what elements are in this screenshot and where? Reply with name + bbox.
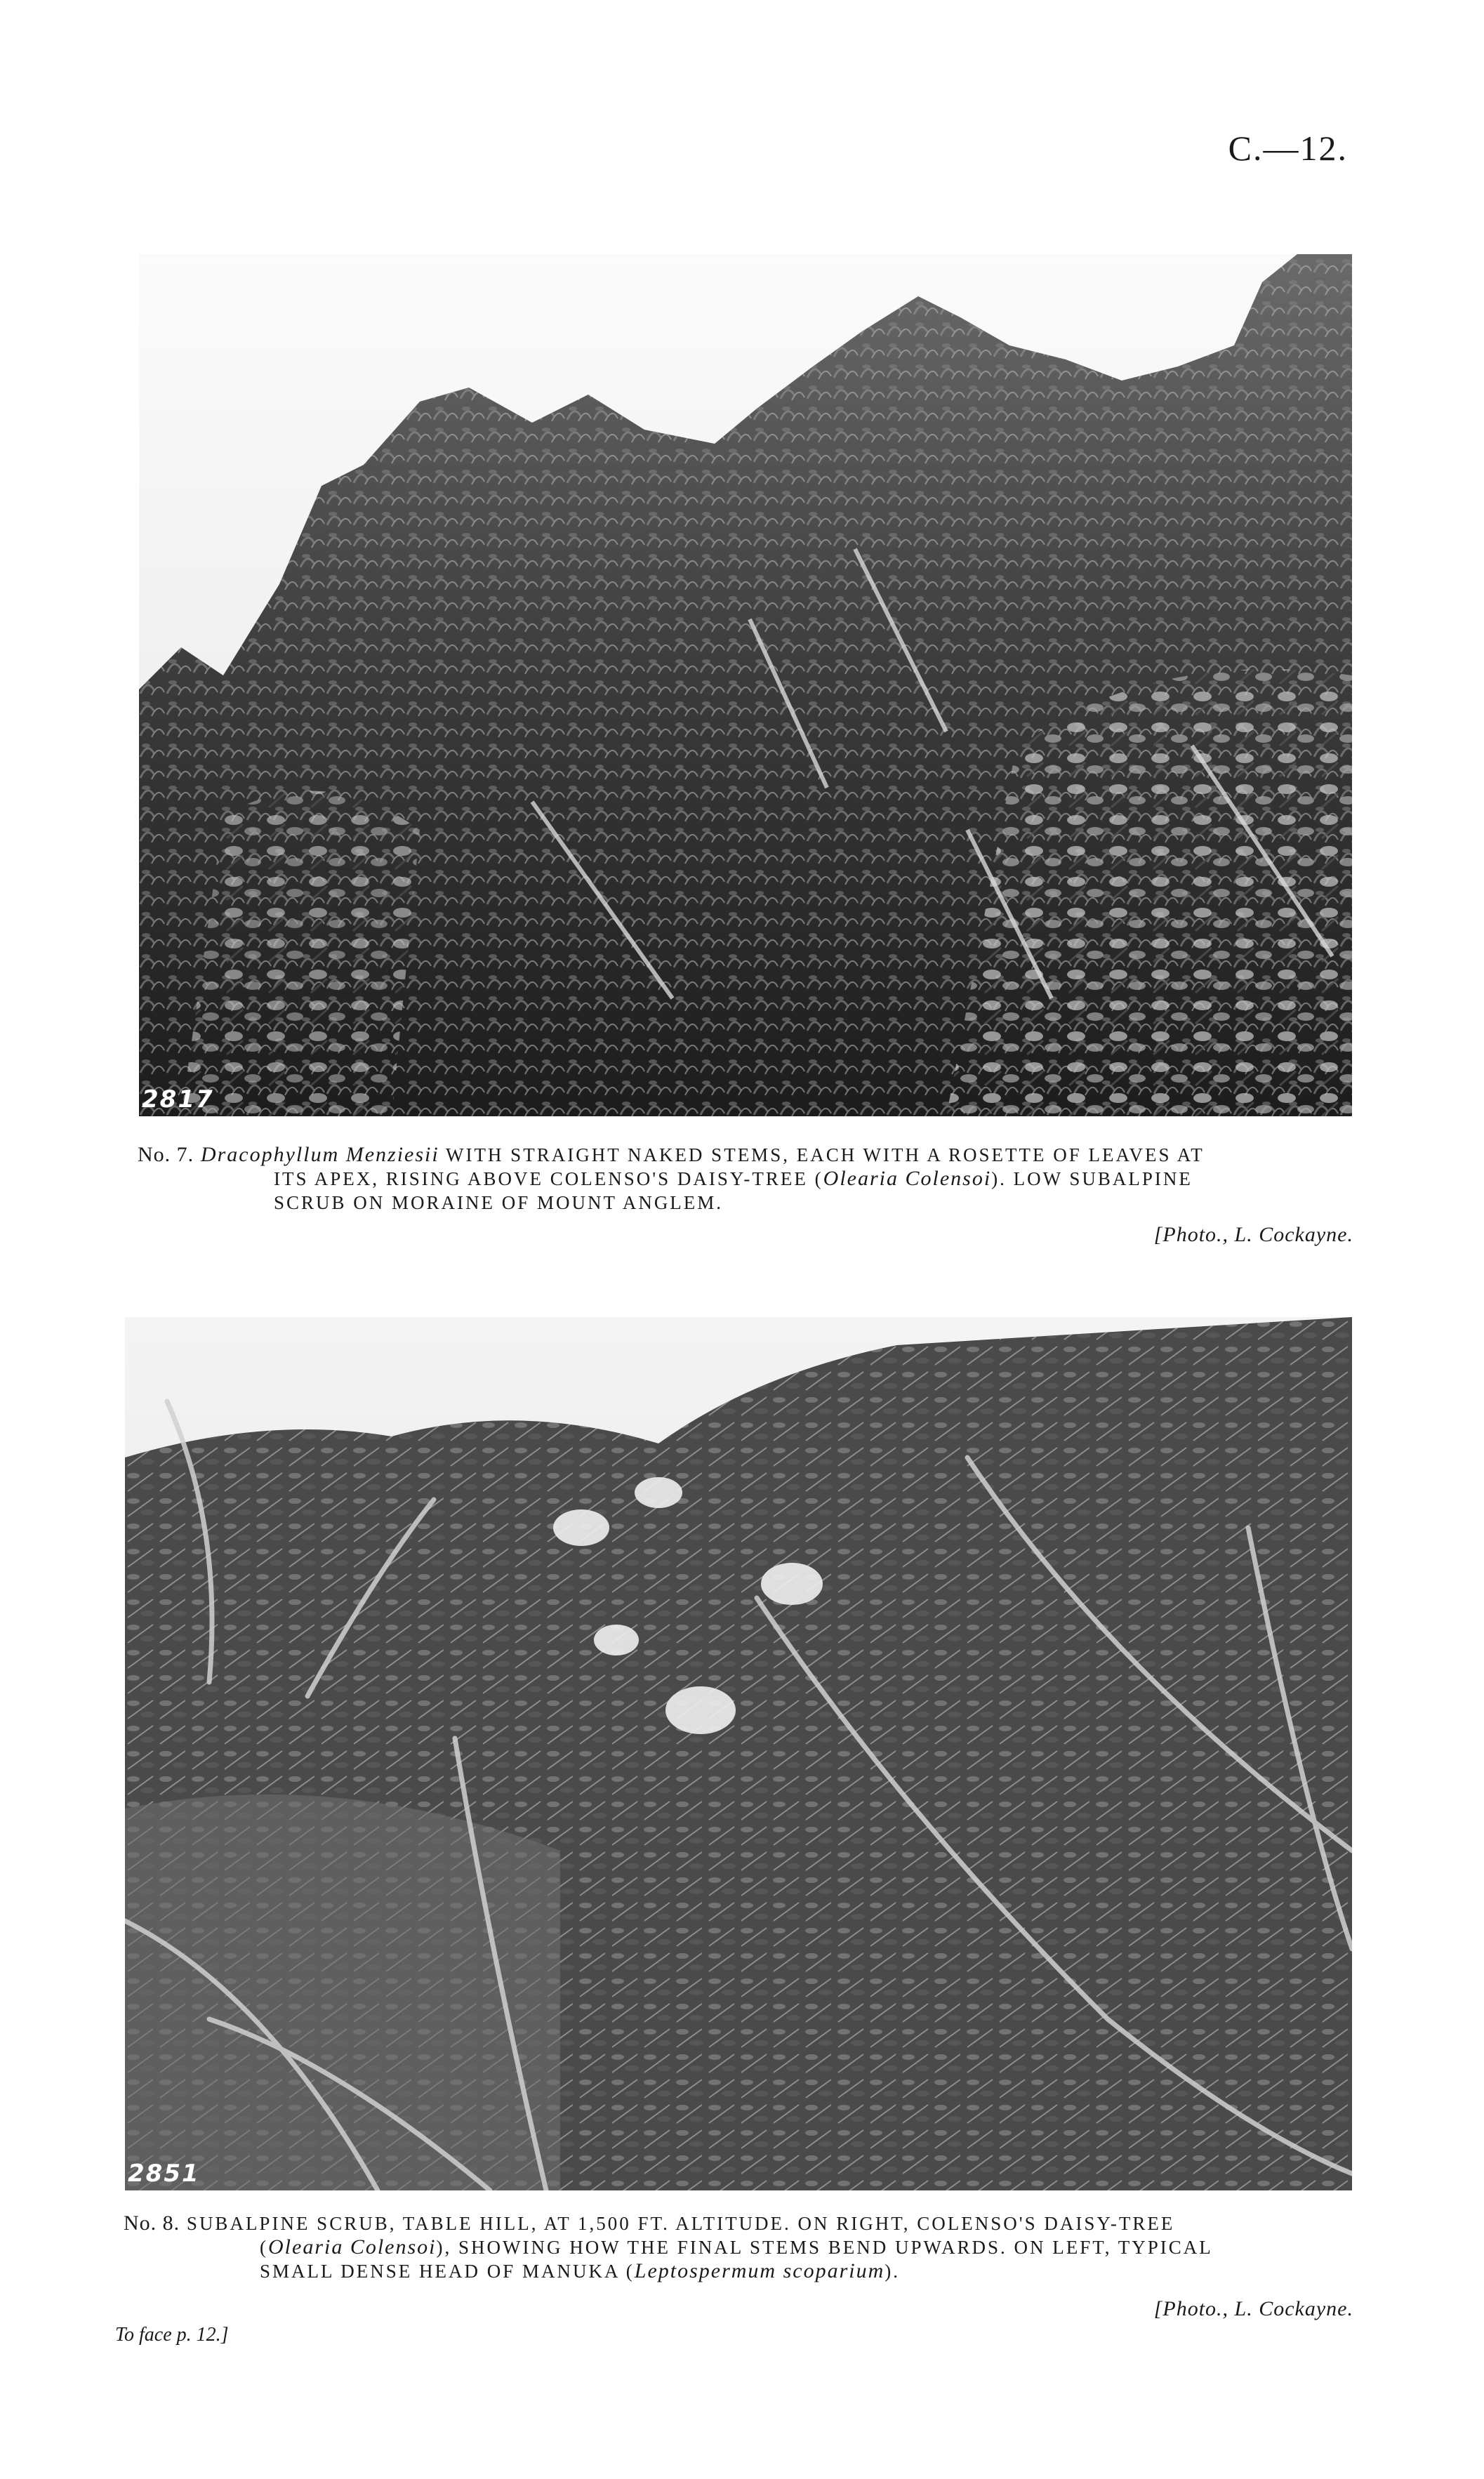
caption-line-2: ITS APEX, RISING ABOVE COLENSO'S DAISY-TREE (Olearia Colensoi). LOW SUBALPINE (274, 1167, 1193, 1190)
plate-caption-7 (138, 1143, 1353, 1215)
caption-number: No. 8. (124, 2212, 180, 2235)
photo-credit: [Photo., L. Cockayne. (1153, 2297, 1353, 2320)
page-number: C.—12. (1228, 128, 1348, 168)
caption-line-2: (Olearia Colensoi), SHOWING HOW THE FINAL STEMS BEND UPWARDS. ON LEFT, TYPICAL (260, 2235, 1213, 2259)
plate-caption-8 (124, 2212, 1353, 2283)
caption-text: SUBALPINE SCRUB, TABLE HILL, AT 1,500 FT. ALTITUDE. ON RIGHT, COLENSO'S DAISY-TREE (186, 2213, 1175, 2234)
face-page-note: To face p. 12.] (115, 2324, 229, 2346)
caption-text: WITH STRAIGHT NAKED STEMS, EACH WITH A ROSETTE OF LEAVES AT (445, 1144, 1205, 1165)
caption-number: No. 7. (138, 1143, 194, 1166)
photo-plate-table-hill (125, 1317, 1352, 2190)
photo-subalpine-scrub (125, 1317, 1352, 2190)
photo-credit: [Photo., L. Cockayne. (1153, 1223, 1353, 1246)
caption-line-3: SMALL DENSE HEAD OF MANUKA (Leptospermum scoparium). (260, 2259, 901, 2282)
negative-number: 2817 (142, 1085, 214, 1113)
negative-number: 2851 (128, 2160, 200, 2188)
caption-species: Dracophyllum Menziesii (200, 1143, 439, 1166)
photo-dracophyllum-scrub (139, 254, 1352, 1116)
caption-line-3: SCRUB ON MORAINE OF MOUNT ANGLEM. (274, 1192, 724, 1213)
photo-plate-dracophyllum (139, 254, 1352, 1116)
